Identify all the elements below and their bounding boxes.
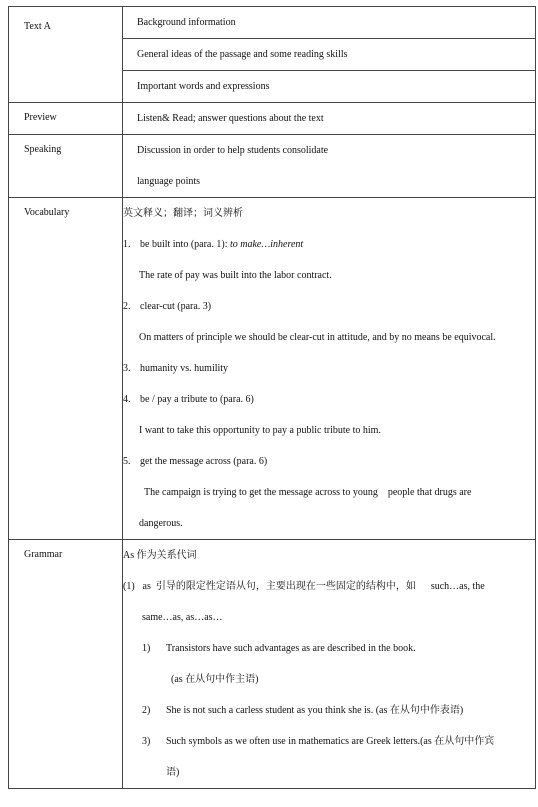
vocab-item xyxy=(123,229,535,260)
vocab-item-number: 1. xyxy=(123,239,131,250)
vocab-item-term: clear-cut (para. 3) xyxy=(140,301,212,312)
grammar-point-number: (1) xyxy=(123,581,135,592)
grammar-example-text: Such symbols as we often use in mathematics are Greek letters.(as 在从句中作宾 xyxy=(166,736,495,747)
lesson-plan-table xyxy=(8,6,536,789)
vocab-item-number: 5. xyxy=(123,456,131,467)
grammar-example xyxy=(123,633,535,664)
vocab-example-continued: dangerous. xyxy=(139,518,183,529)
grammar-title: As 作为关系代词 xyxy=(123,550,197,561)
vocab-item xyxy=(123,353,535,384)
grammar-point-text: as 引导的限定性定语从句，主要出现在一些固定的结构中，如 such…as, the xyxy=(142,581,485,592)
vocab-example: The campaign is trying to get the message across to young people that drugs are xyxy=(144,487,472,498)
vocab-item-term: be built into (para. 1): xyxy=(140,239,230,250)
row-speaking xyxy=(9,135,536,198)
grammar-example xyxy=(123,726,535,757)
vocab-item xyxy=(123,384,535,415)
grammar-example-number: 3) xyxy=(142,736,151,747)
vocab-item-term: get the message across (para. 6) xyxy=(140,456,268,467)
vocab-item-term: humanity vs. humility xyxy=(140,363,229,374)
row-label-speaking: Speaking xyxy=(9,135,123,198)
vocab-item-number: 3. xyxy=(123,363,131,374)
grammar-example-note: (as 在从句中作主语) xyxy=(171,674,259,685)
speaking-line: language points xyxy=(137,176,201,187)
vocab-item-term: be / pay a tribute to (para. 6) xyxy=(140,394,254,405)
row-vocabulary xyxy=(9,198,536,540)
vocab-example: The rate of pay was built into the labor contract. xyxy=(139,270,332,281)
preview-text: Listen& Read; answer questions about the text xyxy=(137,113,324,124)
grammar-point xyxy=(123,571,535,602)
grammar-example-text: She is not such a carless student as you think she is. (as 在从句中作表语) xyxy=(166,705,464,716)
vocab-item-number: 4. xyxy=(123,394,131,405)
preview-content xyxy=(123,103,536,135)
vocab-item-number: 2. xyxy=(123,301,131,312)
row-grammar xyxy=(9,540,536,789)
vocab-example: I want to take this opportunity to pay a public tribute to him. xyxy=(139,425,381,436)
row-label-vocabulary: Vocabulary xyxy=(9,198,123,540)
vocab-example: On matters of principle we should be clear-cut in attitude, and by no means be equivocal. xyxy=(139,332,496,343)
speaking-content xyxy=(123,135,536,198)
grammar-example xyxy=(123,695,535,726)
row-text-a xyxy=(9,7,536,103)
vocabulary-intro: 英文释义；翻译；词义辨析 xyxy=(123,208,243,219)
text-a-item: Important words and expressions xyxy=(123,70,535,102)
vocab-item xyxy=(123,291,535,322)
grammar-example-text: Transistors have such advantages as are described in the book. xyxy=(166,643,416,654)
grammar-example-number: 2) xyxy=(142,705,151,716)
row-label-text-a: Text A xyxy=(9,7,123,103)
vocab-item xyxy=(123,446,535,477)
text-a-item: Background information xyxy=(137,17,236,28)
grammar-example-continued: 语) xyxy=(166,767,180,778)
text-a-item: General ideas of the passage and some reading skills xyxy=(123,38,535,70)
row-preview xyxy=(9,103,536,135)
row-label-grammar: Grammar xyxy=(9,540,123,789)
speaking-line: Discussion in order to help students consolidate xyxy=(137,145,329,156)
grammar-example-number: 1) xyxy=(142,643,151,654)
row-label-preview: Preview xyxy=(9,103,123,135)
vocabulary-content xyxy=(123,198,536,540)
grammar-content xyxy=(123,540,536,789)
grammar-point-continued: same…as, as…as… xyxy=(142,612,223,623)
vocab-item-definition: to make…inherent xyxy=(229,239,304,250)
text-a-content xyxy=(123,7,536,103)
